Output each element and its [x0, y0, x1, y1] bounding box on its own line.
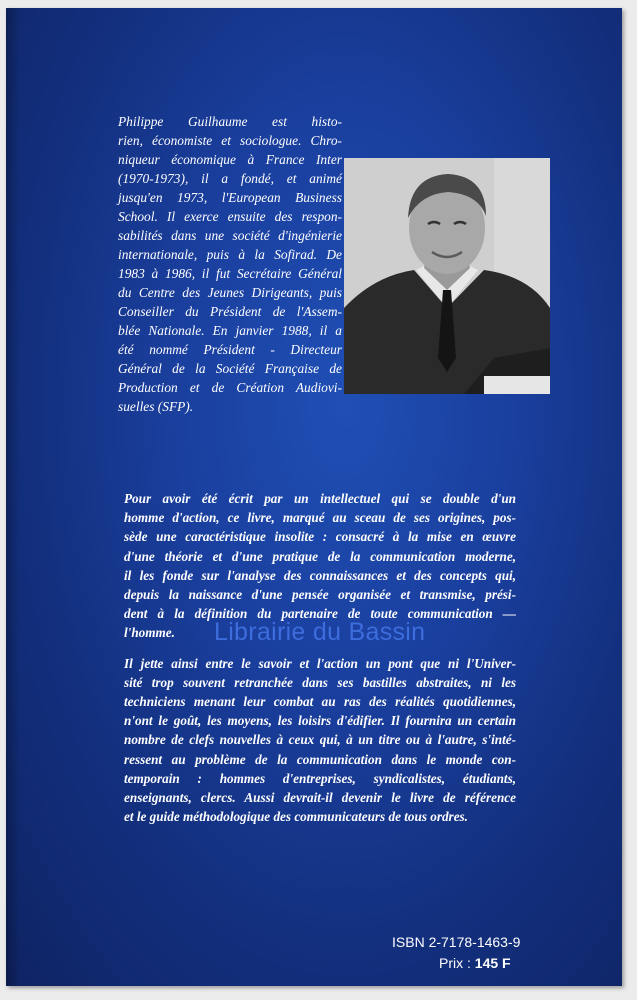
blurb-line: dent à la définition du partenaire de toute communication — — [124, 606, 516, 622]
bio-line: 1983 à 1986, il fut Secrétaire Général — [118, 266, 342, 281]
bio-line: (1970-1973), il a fondé, et animé — [118, 171, 342, 186]
blurb-line: temporain : hommes d'entreprises, syndicalistes, étudiants, — [124, 770, 516, 786]
bio-line: du Centre des Jeunes Dirigeants, puis — [118, 285, 342, 300]
bio-line: niqueur économique à France Inter — [118, 152, 342, 167]
bio-line: blée Nationale. En janvier 1988, il a — [118, 323, 342, 338]
bio-line: Conseiller du Président de l'Assem- — [118, 304, 342, 319]
blurb-line: Pour avoir été écrit par un intellectuel qui se double d'un — [124, 491, 516, 506]
author-bio — [118, 112, 342, 416]
author-portrait-image — [344, 158, 550, 394]
blurb-paragraph-2 — [124, 654, 516, 827]
blurb-line: il les fonde sur l'analyse des connaissances et des concepts qui, — [124, 567, 516, 583]
bio-line: School. Il exerce ensuite des respon- — [118, 209, 342, 224]
back-cover-blurb — [124, 489, 516, 837]
price — [439, 955, 511, 971]
blurb-line: ressent au problème de la communication dans le monde con- — [124, 751, 516, 767]
blurb-line: n'ont le goût, les moyens, les loisirs d'édifier. Il fournira un certain — [124, 713, 516, 729]
bio-line: internationale, puis à la Sofirad. De — [118, 247, 342, 262]
bio-line: Philippe Guilhaume est histo- — [118, 114, 342, 129]
bio-line: Général de la Société Française de — [118, 361, 342, 376]
bio-line: jusqu'en 1973, l'European Business — [118, 190, 342, 205]
bio-line: Production et de Création Audiovi- — [118, 380, 342, 395]
bio-line: suelles (SFP). — [118, 399, 194, 414]
blurb-line: d'une théorie et d'une pratique de la communication moderne, — [124, 548, 516, 564]
isbn-number: ISBN 2-7178-1463-9 — [392, 934, 521, 950]
price-label: Prix : — [439, 955, 471, 971]
author-photo — [344, 158, 550, 394]
blurb-line: nombre de clefs nouvelles à ceux qui, à un titre ou à l'autre, s'inté- — [124, 732, 516, 748]
seller-watermark: Librairie du Bassin — [214, 618, 426, 646]
blurb-line: techniciens menant leur combat au ras des réalités quotidiennes, — [124, 694, 516, 710]
blurb-line: sité trop souvent retranchée dans ses bastilles abstraites, ni les — [124, 674, 516, 690]
blurb-line: sède une caractéristique insolite : consacré à la mise en œuvre — [124, 529, 516, 545]
bio-line: sabilités dans une société d'ingénierie — [118, 228, 342, 243]
bio-line: été nommé Président - Directeur — [118, 342, 342, 357]
spine-shadow — [6, 8, 20, 986]
blurb-line: l'homme. — [124, 625, 175, 641]
blurb-line: enseignants, clercs. Aussi devrait-il devenir le livre de référence — [124, 790, 516, 806]
price-value: 145 F — [474, 955, 511, 971]
bio-line: rien, économiste et sociologue. Chro- — [118, 133, 342, 148]
blurb-line: Il jette ainsi entre le savoir et l'action un pont que ni l'Univer- — [124, 655, 516, 671]
blurb-line: homme d'action, ce livre, marqué au sceau de ses origines, pos- — [124, 510, 516, 526]
blurb-line: et le guide méthodologique des communicateurs de tous ordres. — [124, 809, 468, 825]
book-back-cover — [6, 8, 622, 986]
blurb-line: depuis la naissance d'une pensée organisée et transmise, prési- — [124, 587, 516, 603]
